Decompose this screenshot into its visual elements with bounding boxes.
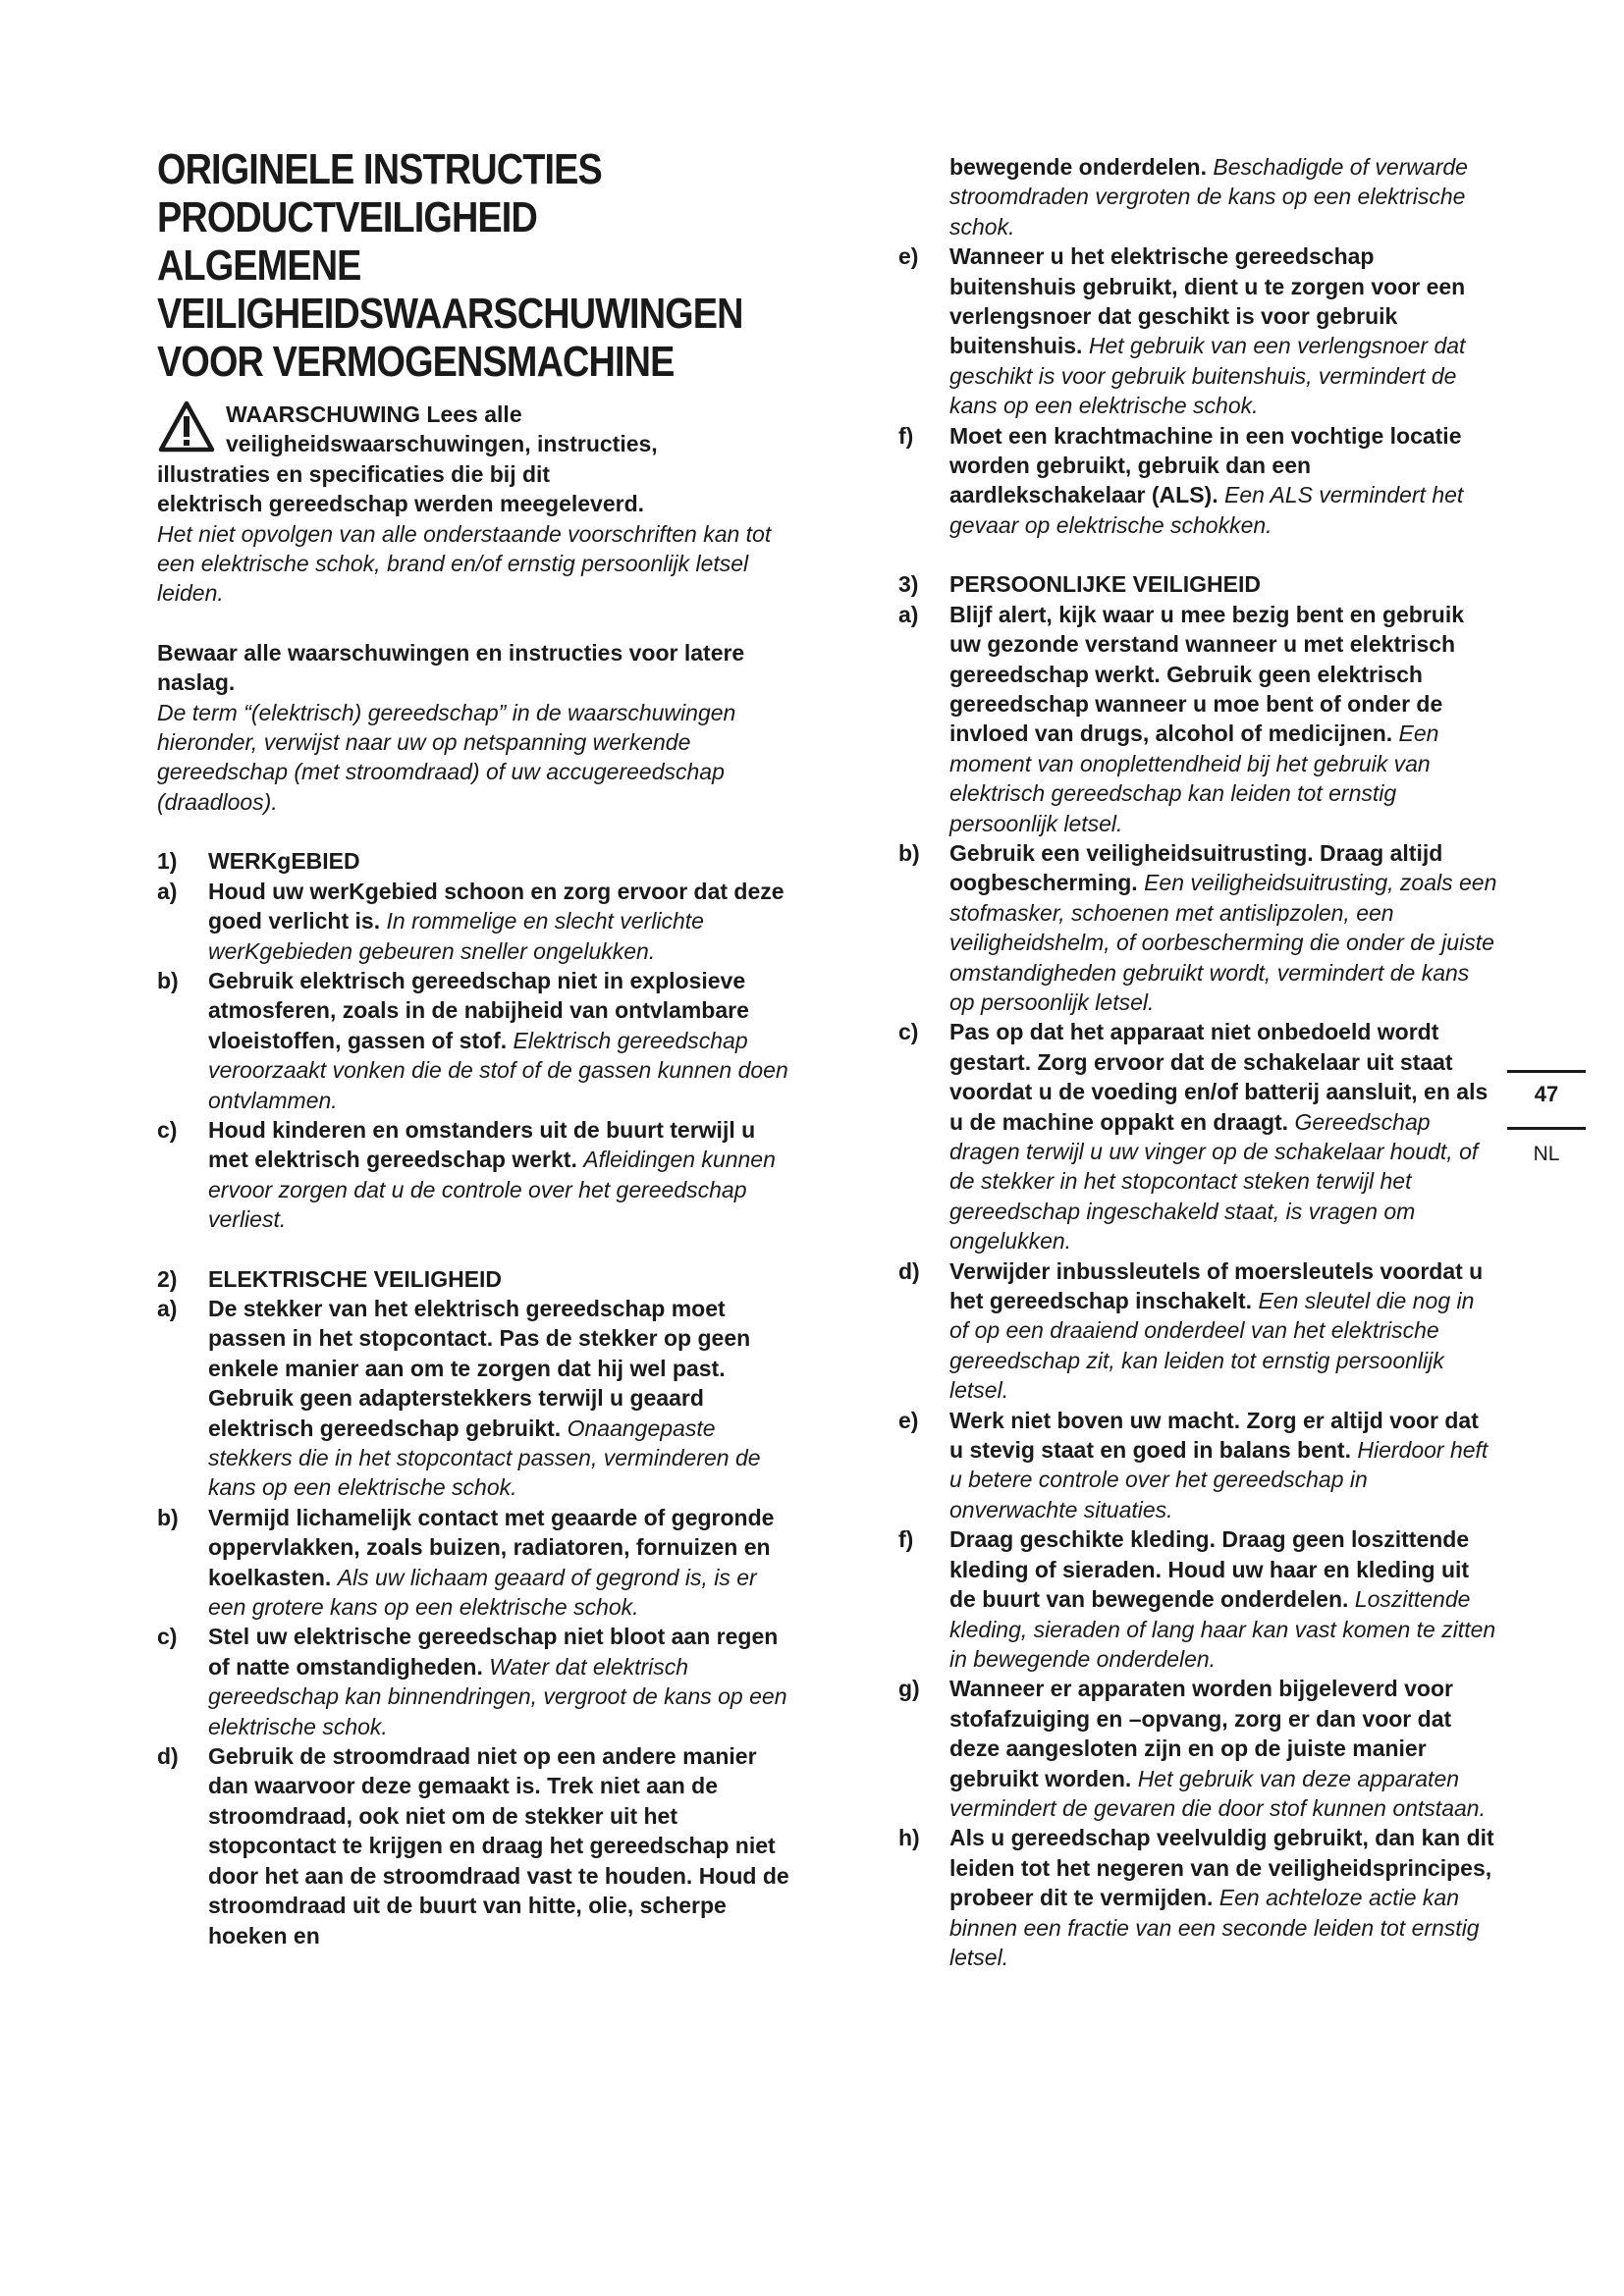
item-italic-text: Afleidingen kunnen ervoor zorgen dat u de controle over het gereedschap verliest. [208,1147,776,1233]
item-italic-text: Als uw lichaam geaard of gegrond is, is er een grotere kans op een elektrische schok. [208,1564,757,1621]
section-number: 2) [157,1265,178,1292]
item-italic-text: Een sleutel die nog in of op een draaiend onderdeel van het elektrische gereedschap zit, kan leiden tot ernstig persoonlijk letsel. [949,1288,1475,1404]
list-item [898,1406,1497,1525]
item-bold-text: Gebruik een veiligheidsuitrusting. Draag altijd oogbescherming. [949,839,1443,896]
list-item [898,1017,1497,1255]
warning-heading: WAARSCHUWING Lees alle [226,401,522,427]
list-item [157,1294,795,1503]
item-italic-text: Een ALS vermindert het gevaar op elektrische schokken. [949,482,1464,538]
item-bold-text: Wanneer u het elektrische gereedschap buitenshuis gebruikt, dient u te zorgen voor een verlengsnoer dat geschikt is voor gebruik buitenshuis. [949,243,1466,359]
section-number: 1) [157,848,178,875]
warning-text: veiligheidswaarschuwingen, instructies, [226,431,658,457]
list-item [898,600,1497,838]
list-item [157,1503,795,1623]
keep-instructions [157,638,795,698]
item-bold-text: Houd kinderen en omstanders uit de buurt terwijl u met elektrisch gereedschap werkt. [208,1116,756,1173]
list-item [157,877,795,966]
item-marker: b) [898,839,920,866]
title-line: VEILIGHEIDSWAARSCHUWINGEN [157,290,743,338]
title-line: ORIGINELE INSTRUCTIES [157,145,602,193]
section-1-heading [157,846,795,876]
list-item [898,1524,1497,1674]
item-italic-text: Het gebruik van een verlengsnoer dat geschikt is voor gebruik buitenshuis, vermindert de kans op een elektrische schok. [949,333,1466,419]
item-marker: a) [157,1295,178,1321]
list-item [898,838,1497,1017]
item-marker: g) [898,1676,920,1702]
item-italic-text: Een veiligheidsuitrusting, zoals een stofmasker, schoenen met antislipzolen, een veiligheidshelm, of oorbescherming die onder de juiste omstandigheden gebruikt wordt, vermindert de kans op persoonlijk letsel. [949,870,1497,1015]
item-marker: e) [898,243,919,270]
language-code: NL [1533,1143,1560,1165]
term-definition: De term “(elektrisch) gereedschap” in de waarschuwingen hieronder, verwijst naar uw op netspanning werkende gereedschap (met stroomdraad) of uw accugereedschap (draadloos). [157,699,736,815]
list-item [157,1622,795,1741]
item-bold-text: Pas op dat het apparaat niet onbedoeld wordt gestart. Zorg ervoor dat de schakelaar uit staat voordat u de voeding en/of batterij aansluit, en als u de machine oppakt en draagt. [949,1019,1489,1135]
list-item [157,966,795,1115]
warning-triangle-icon [157,400,216,454]
item-bold-text: Draag geschikte kleding. Draag geen loszittende kleding of sieraden. Houd uw haar en kleding uit de buurt van bewegende onderdelen. [949,1526,1470,1613]
list-item [898,1823,1497,1972]
title-line: PRODUCTVEILIGHEID [157,193,537,241]
item-italic-text: Het gebruik van deze apparaten vermindert de gevaren die door stof kunnen ontstaan. [949,1765,1486,1821]
item-italic-text: Hierdoor heft u betere controle over het gereedschap in onverwachte situaties. [949,1437,1489,1522]
section-number: 3) [898,571,919,598]
item-bold-text: Blijf alert, kijk waar u mee bezig bent en gebruik uw gezonde verstand wanneer u met elektrisch gereedschap werkt. Gebruik geen elektrisch gereedschap wanneer u moe bent of onder de invloed van drugs, alcohol of medicijnen. [949,601,1465,747]
item-bold-text: Stel uw elektrische gereedschap niet bloot aan regen of natte omstandigheden. [208,1624,779,1680]
item-marker: d) [157,1743,179,1770]
list-item-continuation [898,152,1497,241]
item-marker: b) [157,967,179,993]
section-3-heading [898,569,1497,599]
item-italic-text: In rommelige en slecht verlichte werKgebieden gebeuren sneller ongelukken. [208,908,704,964]
section-title: ELEKTRISCHE VEILIGHEID [208,1265,503,1292]
item-italic-text: Gereedschap dragen terwijl u uw vinger op de schakelaar houdt, of de stekker in het stopcontact steken terwijl het gereedschap ingeschakeld staat, is vragen om ongelukken. [949,1108,1479,1255]
item-bold-text: Houd uw werKgebied schoon en zorg ervoor dat deze goed verlicht is. [208,878,785,934]
item-marker: h) [898,1825,920,1851]
item-italic-text: Elektrisch gereedschap veroorzaakt vonken die de stof of de gassen kunnen doen ontvlammen. [208,1027,788,1113]
page-tab-rule-bottom [1507,1127,1586,1130]
item-bold-text: Vermijd lichamelijk contact met geaarde of gegronde oppervlakken, zoals buizen, radiatoren, fornuizen en koelkasten. [208,1504,775,1590]
list-item [898,1674,1497,1823]
warning-block [157,400,795,609]
item-marker: f) [898,422,914,449]
list-item [898,421,1497,541]
item-marker: b) [157,1504,179,1530]
item-italic-text: Een moment van onoplettendheid bij het gebruik van elektrisch gereedschap kan leiden tot ernstig persoonlijk letsel. [949,721,1439,836]
page-number: 47 [1534,1082,1559,1106]
item-italic-text: Loszittende kleding, sieraden of lang haar kan vast komen te zitten in bewegende onderdelen. [949,1586,1496,1672]
page-title [157,145,795,386]
item-marker: c) [157,1116,178,1143]
section-title: WERKgEBIED [208,848,360,875]
list-item [898,241,1497,420]
list-item [898,1256,1497,1406]
left-column [157,145,795,1950]
item-bold-text: Als u gereedschap veelvuldig gebruikt, dan kan dit leiden tot het negeren van de veiligheidsprincipes, probeer dit te vermijden. [949,1825,1494,1911]
list-item [157,1741,795,1950]
warning-text: illustraties en specificaties die bij dit [157,460,551,487]
item-bold-text: Gebruik de stroomdraad niet op een andere manier dan waarvoor deze gemaakt is. Trek niet aan de stroomdraad, ook niet om de stekker uit het stopcontact te krijgen en draag het gereedschap niet door het aan de stroomdraad vast te houden. Houd de stroomdraad uit de buurt van hitte, olie, scherpe hoeken en [208,1743,789,1949]
item-marker: a) [898,601,919,627]
list-item [157,1115,795,1235]
item-marker: c) [157,1624,178,1650]
title-line: VOOR VERMOGENSMACHINE [157,338,675,386]
item-marker: f) [898,1526,914,1553]
item-marker: e) [898,1407,919,1433]
title-line: ALGEMENE [157,241,361,290]
item-marker: d) [898,1257,920,1284]
item-italic-text: Een achteloze actie kan binnen een fractie van een seconde leiden tot ernstig letsel. [949,1885,1480,1970]
keep-instructions-bold: Bewaar alle waarschuwingen en instructies voor latere naslag. [157,639,745,696]
item-bold-text: Wanneer er apparaten worden bijgeleverd voor stofafzuiging en –opvang, zorg er dan voor dat deze aangesloten zijn en op de juiste manier gebruikt worden. [949,1676,1453,1791]
section-2-heading [157,1264,795,1294]
item-marker: c) [898,1019,919,1045]
section-title: PERSOONLIJKE VEILIGHEID [949,571,1261,598]
right-column [898,152,1497,1972]
item-italic-text: Beschadigde of verwarde stroomdraden vergroten de kans op een elektrische schok. [949,154,1468,240]
item-italic-text: Onaangepaste stekkers die in het stopcontact passen, verminderen de kans op een elektrische schok. [208,1415,761,1501]
item-bold-text: bewegende onderdelen. [949,154,1207,180]
item-bold-text: Verwijder inbussleutels of moersleutels voordat u het gereedschap inschakelt. [949,1257,1484,1314]
item-bold-text: De stekker van het elektrisch gereedschap moet passen in het stopcontact. Pas de stekker op geen enkele manier aan om te zorgen dat hij wel past. Gebruik geen adapterstekkers terwijl u geaard elektrisch gereedschap gebruikt. [208,1295,751,1441]
warning-consequence: Het niet opvolgen van alle onderstaande voorschriften kan tot een elektrische schok, brand en/of ernstig persoonlijk letsel leiden. [157,520,772,607]
item-bold-text: Werk niet boven uw macht. Zorg er altijd voor dat u stevig staat en goed in balans bent. [949,1407,1479,1464]
page-tab-rule-top [1507,1070,1586,1073]
item-bold-text: Moet een krachtmachine in een vochtige locatie worden gebruikt, gebruik dan een aardlekschakelaar (ALS). [949,422,1462,508]
item-bold-text: Gebruik elektrisch gereedschap niet in explosieve atmosferen, zoals in de nabijheid van ontvlambare vloeistoffen, gassen of stof. [208,967,749,1053]
warning-text: elektrisch gereedschap werden meegeleverd. [157,491,645,517]
item-marker: a) [157,878,178,904]
item-italic-text: Water dat elektrisch gereedschap kan binnendringen, vergroot de kans op een elektrische schok. [208,1653,787,1739]
